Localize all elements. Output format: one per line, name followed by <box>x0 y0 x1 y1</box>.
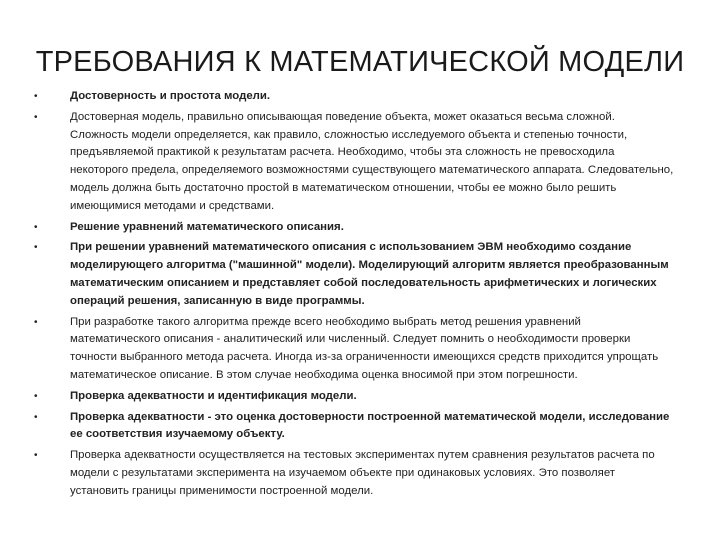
list-item-text: Решение уравнений математического описания. <box>70 220 344 233</box>
bullet-icon: • <box>34 316 38 328</box>
list-item-text: Проверка адекватности - это оценка достоверности построенной математической модели, исследование ее соответствия изучаемому объекту. <box>70 410 670 441</box>
list-item <box>34 88 674 106</box>
list-item-text: При разработке такого алгоритма прежде всего необходимо выбрать метод решения уравнений математического описания - аналитический или численный. Следует помнить о необходимости проверки точности выбранного метода расчета. Иногда из-за ограниченности имеющихся средств приходится упрощать математическое описание. В этом случае необходима оценка вносимой при этом погрешности. <box>70 315 659 381</box>
list-item <box>34 239 674 310</box>
list-item <box>34 314 674 385</box>
list-item <box>34 447 674 500</box>
list-item <box>34 109 674 216</box>
bullet-icon: • <box>34 91 38 102</box>
bullet-icon: • <box>34 390 38 402</box>
bullet-list <box>34 88 674 504</box>
bullet-icon: • <box>34 221 38 233</box>
list-item-text: Проверка адекватности осуществляется на тестовых экспериментах путем сравнения результатов расчета по модели с результатами эксперимента на изучаемом объекте при одинаковых условиях. Это позволяет установить границы применимости построенной модели. <box>70 449 655 497</box>
bullet-icon: • <box>34 411 38 423</box>
bullet-icon: • <box>34 111 38 123</box>
list-item <box>34 409 674 445</box>
slide-title: ТРЕБОВАНИЯ К МАТЕМАТИЧЕСКОЙ МОДЕЛИ <box>35 46 685 78</box>
list-item-text: Достоверность и простота модели. <box>70 90 271 102</box>
list-item <box>34 388 674 406</box>
list-item <box>34 219 674 237</box>
bullet-icon: • <box>34 450 38 462</box>
bullet-icon: • <box>34 242 38 254</box>
list-item-text: Проверка адекватности и идентификация модели. <box>70 389 357 402</box>
list-item-text: Достоверная модель, правильно описывающая поведение объекта, может оказаться весьма сложной. Сложность модели определяется, как правило, сложностью исследуемого объекта и степенью точности, предъявляемой практикой к результатам расчета. Необходимо, чтобы эта сложность не превосходила некоторого предела, определяемого возможностями существующего математического аппарата. Следовательно, модель должна быть достаточно простой в математическом отношении, чтобы ее можно было решить имеющимися методами и средствами. <box>70 110 674 212</box>
list-item-text: При решении уравнений математического описания с использованием ЭВМ необходимо создание моделирующего алгоритма ("машинной" модели). Моделирующий алгоритм является преобразованным математическим описанием и представляет собой последовательность арифметических и логических операций решения, записанную в виде программы. <box>70 241 669 307</box>
